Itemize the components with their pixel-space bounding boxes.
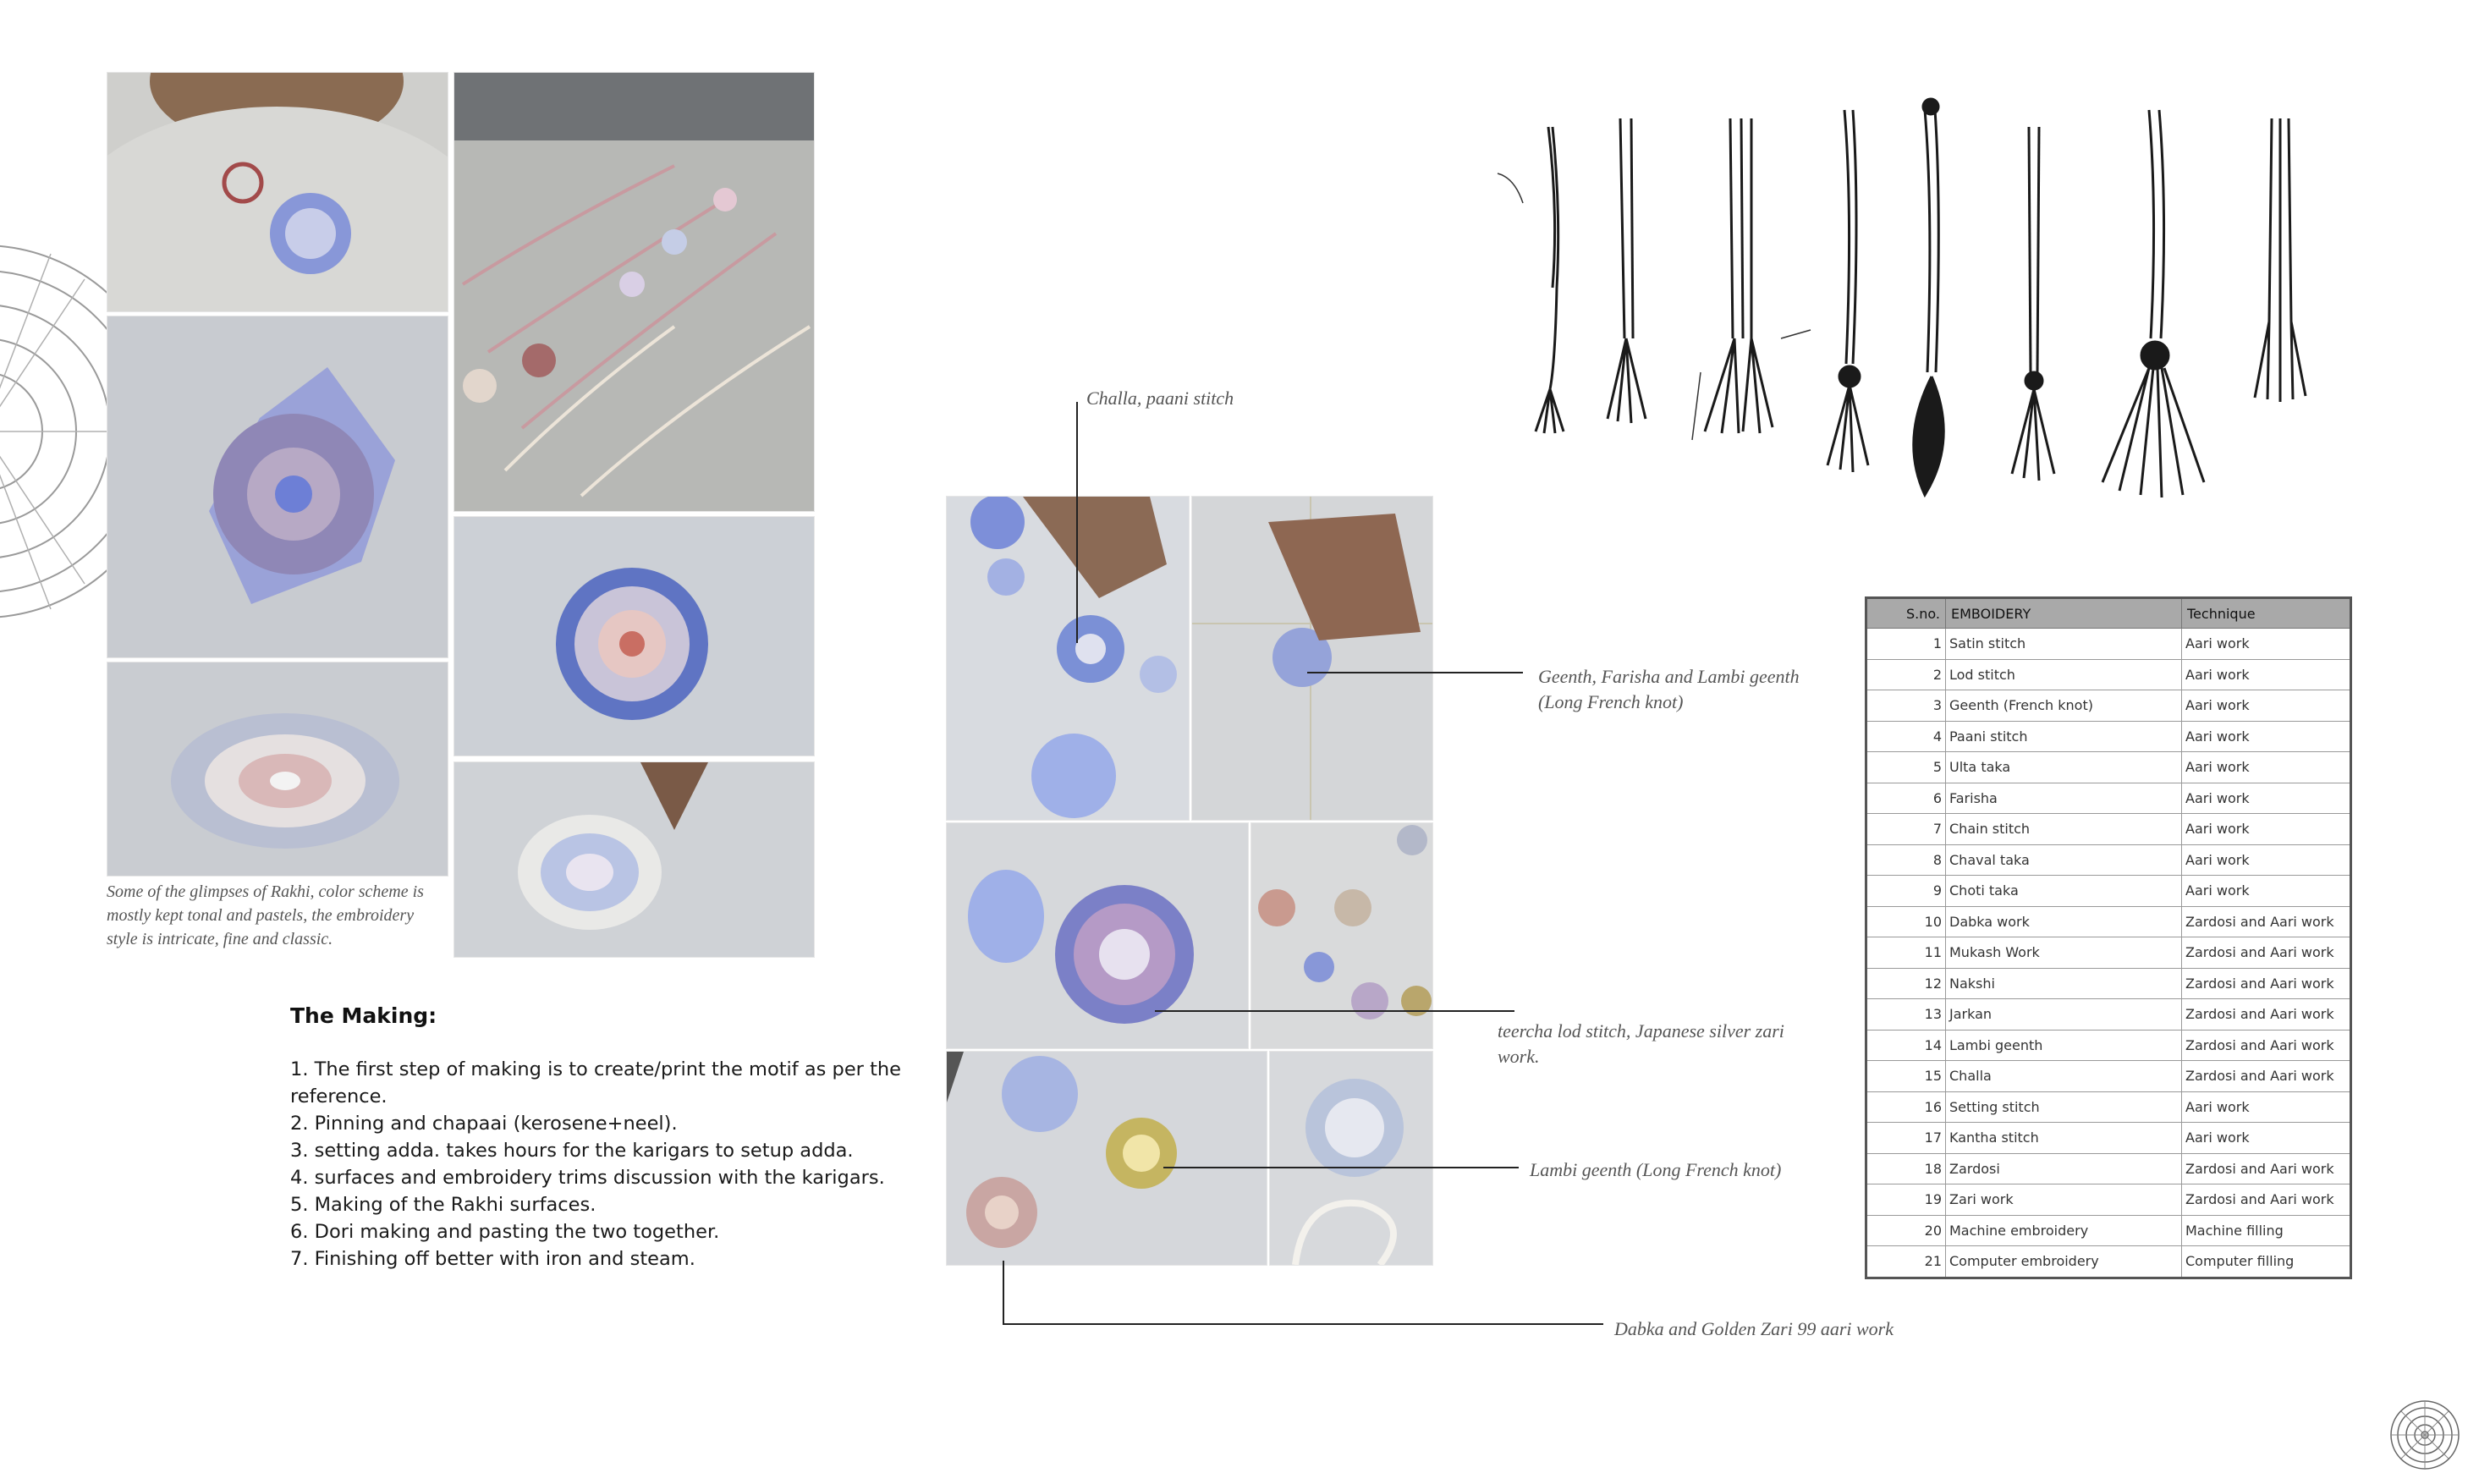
table-row bbox=[1866, 906, 2351, 937]
table-cell-sno: 10 bbox=[1866, 906, 1946, 937]
table-cell-technique: Zardosi and Aari work bbox=[2182, 1030, 2351, 1061]
table-cell-embroidery: Mukash Work bbox=[1946, 937, 2182, 969]
table-row bbox=[1866, 999, 2351, 1031]
photo-silver-zari-work bbox=[1250, 822, 1433, 1049]
table-row bbox=[1866, 1153, 2351, 1184]
table-cell-embroidery: Kantha stitch bbox=[1946, 1123, 2182, 1154]
table-row bbox=[1866, 1246, 2351, 1278]
table-row bbox=[1866, 968, 2351, 999]
table-row bbox=[1866, 1215, 2351, 1246]
table-cell-technique: Zardosi and Aari work bbox=[2182, 906, 2351, 937]
making-title: The Making: bbox=[290, 1003, 437, 1028]
table-cell-technique: Computer filling bbox=[2182, 1246, 2351, 1278]
table-cell-sno: 18 bbox=[1866, 1153, 1946, 1184]
photo-teercha-lod-stitch bbox=[946, 822, 1249, 1049]
table-cell-sno: 6 bbox=[1866, 783, 1946, 814]
table-cell-sno: 15 bbox=[1866, 1061, 1946, 1092]
making-step: 3. setting adda. takes hours for the karigars to setup adda. bbox=[290, 1140, 854, 1162]
table-cell-embroidery: Challa bbox=[1946, 1061, 2182, 1092]
table-cell-embroidery: Nakshi bbox=[1946, 968, 2182, 999]
mandala-decoration-left bbox=[0, 228, 110, 635]
table-cell-sno: 9 bbox=[1866, 876, 1946, 907]
table-cell-sno: 17 bbox=[1866, 1123, 1946, 1154]
table-cell-technique: Zardosi and Aari work bbox=[2182, 1184, 2351, 1216]
table-cell-sno: 19 bbox=[1866, 1184, 1946, 1216]
table-row bbox=[1866, 721, 2351, 752]
table-cell-embroidery: Ulta taka bbox=[1946, 752, 2182, 783]
mandala-logo-icon bbox=[2388, 1398, 2462, 1472]
table-cell-embroidery: Dabka work bbox=[1946, 906, 2182, 937]
table-header-row bbox=[1866, 598, 2351, 629]
table-cell-sno: 4 bbox=[1866, 721, 1946, 752]
annotation-teercha: teercha lod stitch, Japanese silver zari work. bbox=[1498, 1020, 1784, 1067]
table-cell-technique: Aari work bbox=[2182, 814, 2351, 845]
table-cell-embroidery: Machine embroidery bbox=[1946, 1215, 2182, 1246]
table-cell-sno: 20 bbox=[1866, 1215, 1946, 1246]
table-cell-embroidery: Chain stitch bbox=[1946, 814, 2182, 845]
photo-rakhi-embroidery-5 bbox=[453, 761, 815, 958]
making-step: 2. Pinning and chapaai (kerosene+neel). bbox=[290, 1113, 678, 1135]
table-cell-embroidery: Paani stitch bbox=[1946, 721, 2182, 752]
making-steps-list bbox=[290, 1056, 933, 1272]
table-header-technique: Technique bbox=[2182, 598, 2351, 629]
table-cell-sno: 8 bbox=[1866, 844, 1946, 876]
table-cell-sno: 2 bbox=[1866, 659, 1946, 690]
table-row bbox=[1866, 814, 2351, 845]
table-cell-embroidery: Choti taka bbox=[1946, 876, 2182, 907]
table-cell-technique: Aari work bbox=[2182, 721, 2351, 752]
table-row bbox=[1866, 629, 2351, 660]
table-cell-embroidery: Zardosi bbox=[1946, 1153, 2182, 1184]
table-cell-sno: 14 bbox=[1866, 1030, 1946, 1061]
table-row bbox=[1866, 1061, 2351, 1092]
table-row bbox=[1866, 937, 2351, 969]
table-cell-technique: Machine filling bbox=[2182, 1215, 2351, 1246]
table-row bbox=[1866, 690, 2351, 722]
table-cell-technique: Aari work bbox=[2182, 876, 2351, 907]
table-cell-sno: 1 bbox=[1866, 629, 1946, 660]
making-step: 4. surfaces and embroidery trims discussion with the karigars. bbox=[290, 1167, 885, 1189]
photo-dabka-golden-zari bbox=[1269, 1051, 1433, 1266]
table-cell-sno: 12 bbox=[1866, 968, 1946, 999]
annotation-dabka: Dabka and Golden Zari 99 aari work bbox=[1614, 1318, 1894, 1339]
table-row bbox=[1866, 1123, 2351, 1154]
table-cell-embroidery: Chaval taka bbox=[1946, 844, 2182, 876]
table-row bbox=[1866, 1091, 2351, 1123]
making-step: 5. Making of the Rakhi surfaces. bbox=[290, 1194, 596, 1216]
table-row bbox=[1866, 1030, 2351, 1061]
table-cell-sno: 5 bbox=[1866, 752, 1946, 783]
photo-rakhi-embroidery-1 bbox=[107, 72, 448, 312]
photo-rakhi-embroidery-4 bbox=[453, 516, 815, 756]
table-cell-embroidery: Geenth (French knot) bbox=[1946, 690, 2182, 722]
table-row bbox=[1866, 844, 2351, 876]
table-cell-technique: Zardosi and Aari work bbox=[2182, 968, 2351, 999]
table-body bbox=[1866, 629, 2351, 1278]
table-cell-embroidery: Setting stitch bbox=[1946, 1091, 2182, 1123]
table-row bbox=[1866, 876, 2351, 907]
photo-rakhi-dori-strands bbox=[453, 72, 815, 512]
making-step: 7. Finishing off better with iron and steam. bbox=[290, 1248, 695, 1270]
table-cell-technique: Zardosi and Aari work bbox=[2182, 999, 2351, 1031]
table-cell-embroidery: Jarkan bbox=[1946, 999, 2182, 1031]
leader-line-dabka bbox=[1003, 1261, 1603, 1324]
photo-challa-stitch bbox=[946, 496, 1190, 821]
table-cell-sno: 21 bbox=[1866, 1246, 1946, 1278]
table-cell-technique: Aari work bbox=[2182, 659, 2351, 690]
photo-rakhi-embroidery-2 bbox=[107, 316, 448, 658]
table-cell-technique: Zardosi and Aari work bbox=[2182, 1153, 2351, 1184]
table-cell-technique: Zardosi and Aari work bbox=[2182, 937, 2351, 969]
table-cell-sno: 11 bbox=[1866, 937, 1946, 969]
table-row bbox=[1866, 659, 2351, 690]
making-step: 1. The first step of making is to create/print the motif as per the reference. bbox=[290, 1058, 901, 1108]
gallery-caption: Some of the glimpses of Rakhi, color scheme is mostly kept tonal and pastels, the embroidery style is intricate, fine and classic. bbox=[107, 882, 424, 948]
table-header-sno: S.no. bbox=[1866, 598, 1946, 629]
photo-lambi-geenth bbox=[946, 1051, 1267, 1266]
annotation-geenth: Geenth, Farisha and Lambi geenth (Long French knot) bbox=[1538, 666, 1800, 712]
table-cell-sno: 7 bbox=[1866, 814, 1946, 845]
tassel-sketches bbox=[1481, 85, 2327, 575]
table-row bbox=[1866, 1184, 2351, 1216]
table-cell-sno: 13 bbox=[1866, 999, 1946, 1031]
table-cell-technique: Aari work bbox=[2182, 752, 2351, 783]
table-cell-embroidery: Lod stitch bbox=[1946, 659, 2182, 690]
embroidery-table bbox=[1865, 596, 2352, 1279]
table-cell-embroidery: Farisha bbox=[1946, 783, 2182, 814]
table-header-embroidery: EMBOIDERY bbox=[1946, 598, 2182, 629]
table-cell-technique: Aari work bbox=[2182, 629, 2351, 660]
making-step: 6. Dori making and pasting the two together. bbox=[290, 1221, 720, 1243]
table-cell-sno: 16 bbox=[1866, 1091, 1946, 1123]
table-cell-sno: 3 bbox=[1866, 690, 1946, 722]
table-cell-technique: Aari work bbox=[2182, 1123, 2351, 1154]
table-cell-embroidery: Zari work bbox=[1946, 1184, 2182, 1216]
table-cell-technique: Aari work bbox=[2182, 783, 2351, 814]
photo-geenth-farisha bbox=[1191, 496, 1433, 821]
table-row bbox=[1866, 783, 2351, 814]
photo-rakhi-embroidery-3 bbox=[107, 662, 448, 877]
table-row bbox=[1866, 752, 2351, 783]
table-cell-embroidery: Lambi geenth bbox=[1946, 1030, 2182, 1061]
table-cell-technique: Aari work bbox=[2182, 844, 2351, 876]
table-cell-embroidery: Satin stitch bbox=[1946, 629, 2182, 660]
annotation-challa: Challa, paani stitch bbox=[1086, 387, 1234, 409]
table-cell-technique: Aari work bbox=[2182, 690, 2351, 722]
table-cell-technique: Aari work bbox=[2182, 1091, 2351, 1123]
table-cell-technique: Zardosi and Aari work bbox=[2182, 1061, 2351, 1092]
annotation-lambi: Lambi geenth (Long French knot) bbox=[1530, 1159, 1782, 1180]
table-cell-embroidery: Computer embroidery bbox=[1946, 1246, 2182, 1278]
